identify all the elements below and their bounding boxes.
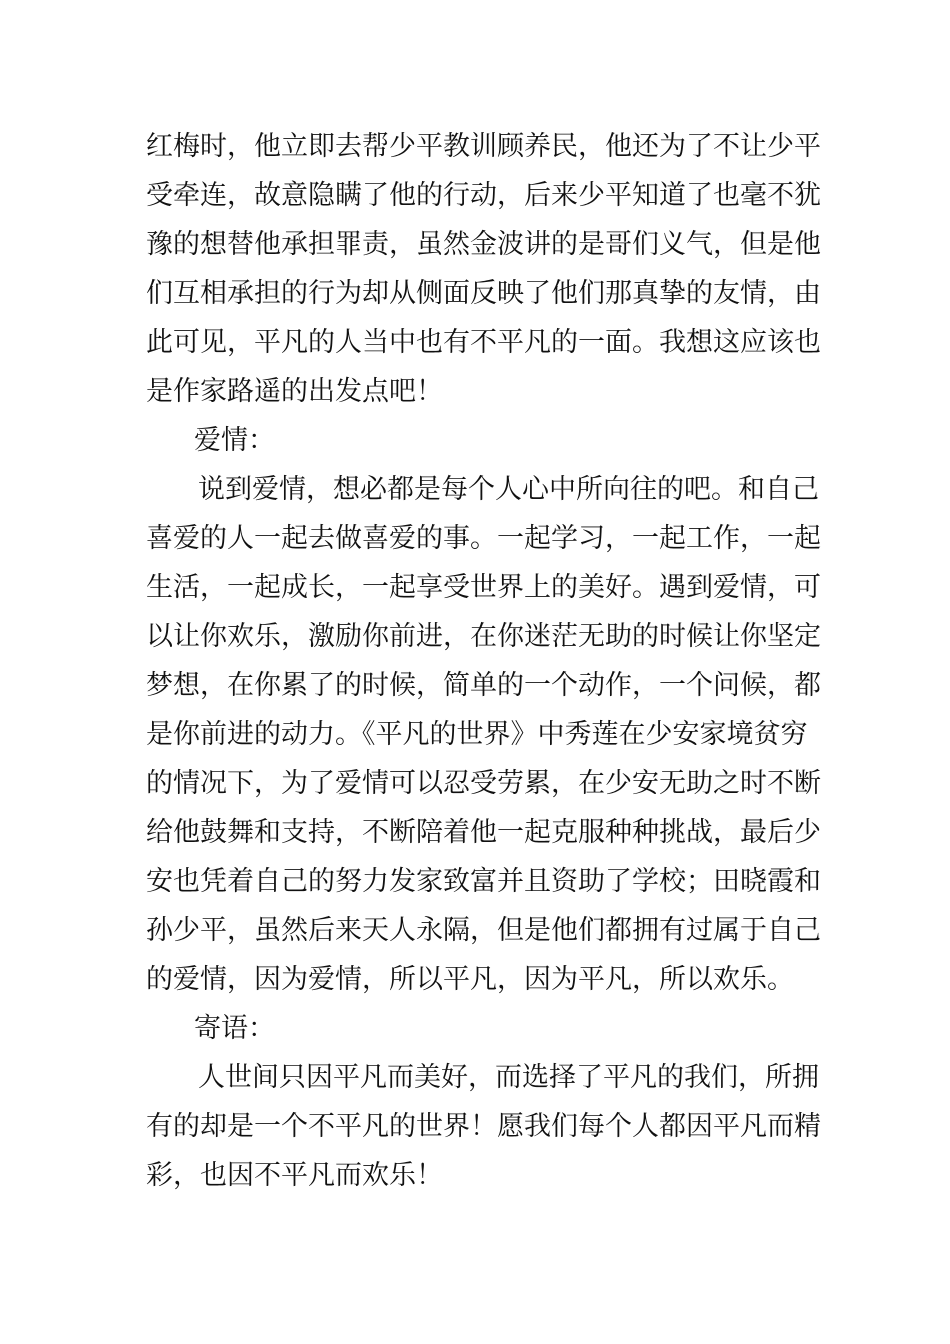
- text-line: 梦想，在你累了的时候，简单的一个动作，一个问候，都: [146, 670, 821, 701]
- text-line: 是作家路遥的出发点吧！: [146, 376, 443, 407]
- text-line: 红梅时，他立即去帮少平教训顾养民，他还为了不让少平: [146, 131, 821, 162]
- text-line: 喜爱的人一起去做喜爱的事。一起学习，一起工作，一起: [146, 523, 821, 554]
- text-line: 的爱情，因为爱情，所以平凡，因为平凡，所以欢乐。: [146, 964, 794, 995]
- text-line: 安也凭着自己的努力发家致富并且资助了学校；田晓霞和: [146, 866, 821, 897]
- text-line: 此可见，平凡的人当中也有不平凡的一面。我想这应该也: [146, 327, 821, 358]
- text-line: 豫的想替他承担罪责，虽然金波讲的是哥们义气，但是他: [146, 229, 821, 260]
- paragraph-friendship-conclusion: [146, 122, 821, 416]
- paragraph-love: [146, 465, 821, 1004]
- text-line: 给他鼓舞和支持，不断陪着他一起克服种种挑战，最后少: [146, 817, 821, 848]
- text-line: 彩，也因不平凡而欢乐！: [146, 1160, 443, 1191]
- section-heading-love: 爱情：: [194, 425, 275, 456]
- text-line: 的情况下，为了爱情可以忍受劳累，在少安无助之时不断: [146, 768, 821, 799]
- paragraph-message: [146, 1053, 821, 1200]
- text-line: 孙少平，虽然后来天人永隔，但是他们都拥有过属于自己: [146, 915, 821, 946]
- document-body: [146, 122, 821, 1200]
- text-line: 受牵连，故意隐瞒了他的行动，后来少平知道了也毫不犹: [146, 180, 821, 211]
- text-line: 有的却是一个不平凡的世界！愿我们每个人都因平凡而精: [146, 1111, 821, 1142]
- text-line: 人世间只因平凡而美好，而选择了平凡的我们，所拥: [198, 1062, 819, 1093]
- text-line: 说到爱情，想必都是每个人心中所向往的吧。和自己: [198, 474, 819, 505]
- text-line: 是你前进的动力。《平凡的世界》中秀莲在少安家境贫穷: [146, 719, 808, 750]
- text-line: 们互相承担的行为却从侧面反映了他们那真挚的友情，由: [146, 278, 821, 309]
- text-line: 以让你欢乐，激励你前进，在你迷茫无助的时候让你坚定: [146, 621, 821, 652]
- section-heading-message: 寄语：: [194, 1013, 275, 1044]
- text-line: 生活，一起成长，一起享受世界上的美好。遇到爱情，可: [146, 572, 821, 603]
